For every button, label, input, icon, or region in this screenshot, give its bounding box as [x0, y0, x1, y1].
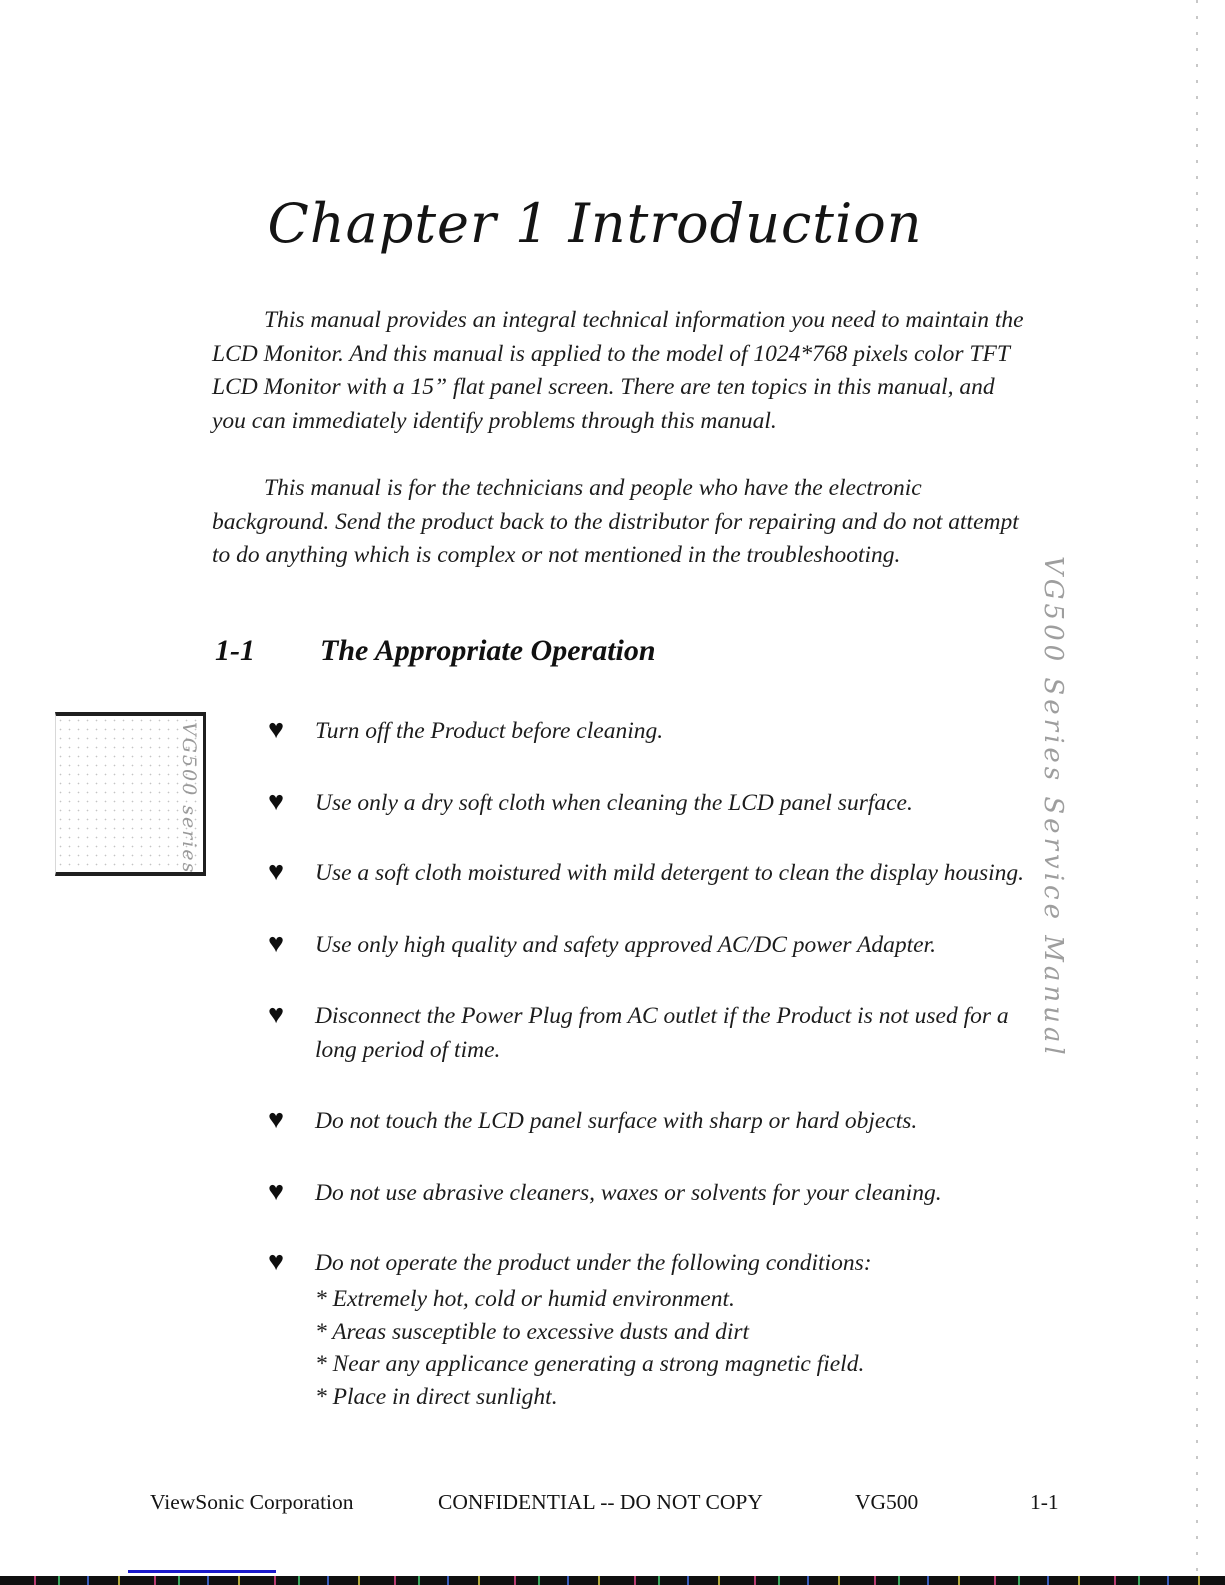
heart-bullet-icon: ♥ [268, 928, 285, 958]
heart-bullet-icon: ♥ [268, 1246, 285, 1276]
stamp-text: VG500 series [178, 722, 200, 875]
sublist-item: * Extremely hot, cold or humid environment. [315, 1286, 735, 1312]
scan-edge-bar [0, 1576, 1225, 1585]
footer-page-number: 1-1 [1030, 1490, 1059, 1514]
vg500-series-stamp [55, 712, 206, 876]
list-item [268, 714, 1038, 748]
scan-artifact-blue-line [128, 1570, 276, 1573]
list-item-text: Do not operate the product under the following conditions: [315, 1250, 872, 1276]
heart-bullet-icon: ♥ [268, 714, 285, 744]
chapter-title: Chapter 1 Introduction [267, 192, 923, 255]
list-item-text: Use only a dry soft cloth when cleaning the LCD panel surface. [315, 790, 913, 816]
sublist-item: * Near any applicance generating a strong magnetic field. [315, 1351, 865, 1377]
list-item [268, 928, 1038, 962]
list-item [268, 999, 1038, 1067]
side-watermark-text: VG500 Series Service Manual [1038, 556, 1068, 1059]
conditions-sublist [315, 1283, 1038, 1413]
sublist-item: * Areas susceptible to excessive dusts and dirt [315, 1318, 750, 1345]
list-item-text: Use only high quality and safety approved AC/DC power Adapter. [315, 932, 936, 958]
heart-bullet-icon: ♥ [268, 999, 285, 1029]
list-item-text: Do not use abrasive cleaners, waxes or solvents for your cleaning. [315, 1180, 942, 1206]
heart-bullet-icon: ♥ [268, 1104, 285, 1134]
list-item [268, 786, 1038, 820]
list-item-text: Disconnect the Power Plug from AC outlet if the Product is not used for a long period of time. [315, 1003, 1009, 1063]
intro-paragraph-2: This manual is for the technicians and people who have the electronic background. Send the product back to the distributor for repairing and do not attempt to do anything which is complex or not mentioned in the troubleshooting. [212, 475, 1019, 568]
list-item [268, 1246, 1038, 1413]
sublist-item: * Place in direct sunlight. [315, 1383, 558, 1410]
section-heading [215, 634, 656, 668]
list-item [268, 856, 1038, 890]
list-item-text: Use a soft cloth moistured with mild detergent to clean the display housing. [315, 860, 1025, 886]
footer-model: VG500 [855, 1490, 919, 1514]
list-item-text: Turn off the Product before cleaning. [315, 718, 664, 744]
footer-confidential-notice: CONFIDENTIAL -- DO NOT COPY [438, 1490, 763, 1514]
heart-bullet-icon: ♥ [268, 786, 285, 816]
heart-bullet-icon: ♥ [268, 1176, 285, 1206]
heart-bullet-icon: ♥ [268, 856, 285, 886]
scan-right-edge-dots [1196, 0, 1198, 1576]
section-title: The Appropriate Operation [320, 634, 656, 667]
footer-company: ViewSonic Corporation [150, 1490, 354, 1514]
section-number: 1-1 [215, 634, 255, 667]
list-item-text: Do not touch the LCD panel surface with sharp or hard objects. [315, 1108, 918, 1134]
list-item [268, 1104, 1038, 1138]
intro-paragraph-1: This manual provides an integral technical information you need to maintain the LCD Monitor. And this manual is applied to the model of 1024*768 pixels color TFT LCD Monitor with a 15” flat panel screen. There are ten topics in this manual, and you can immediately identify problems through this manual. [212, 307, 1024, 434]
list-item [268, 1176, 1038, 1210]
